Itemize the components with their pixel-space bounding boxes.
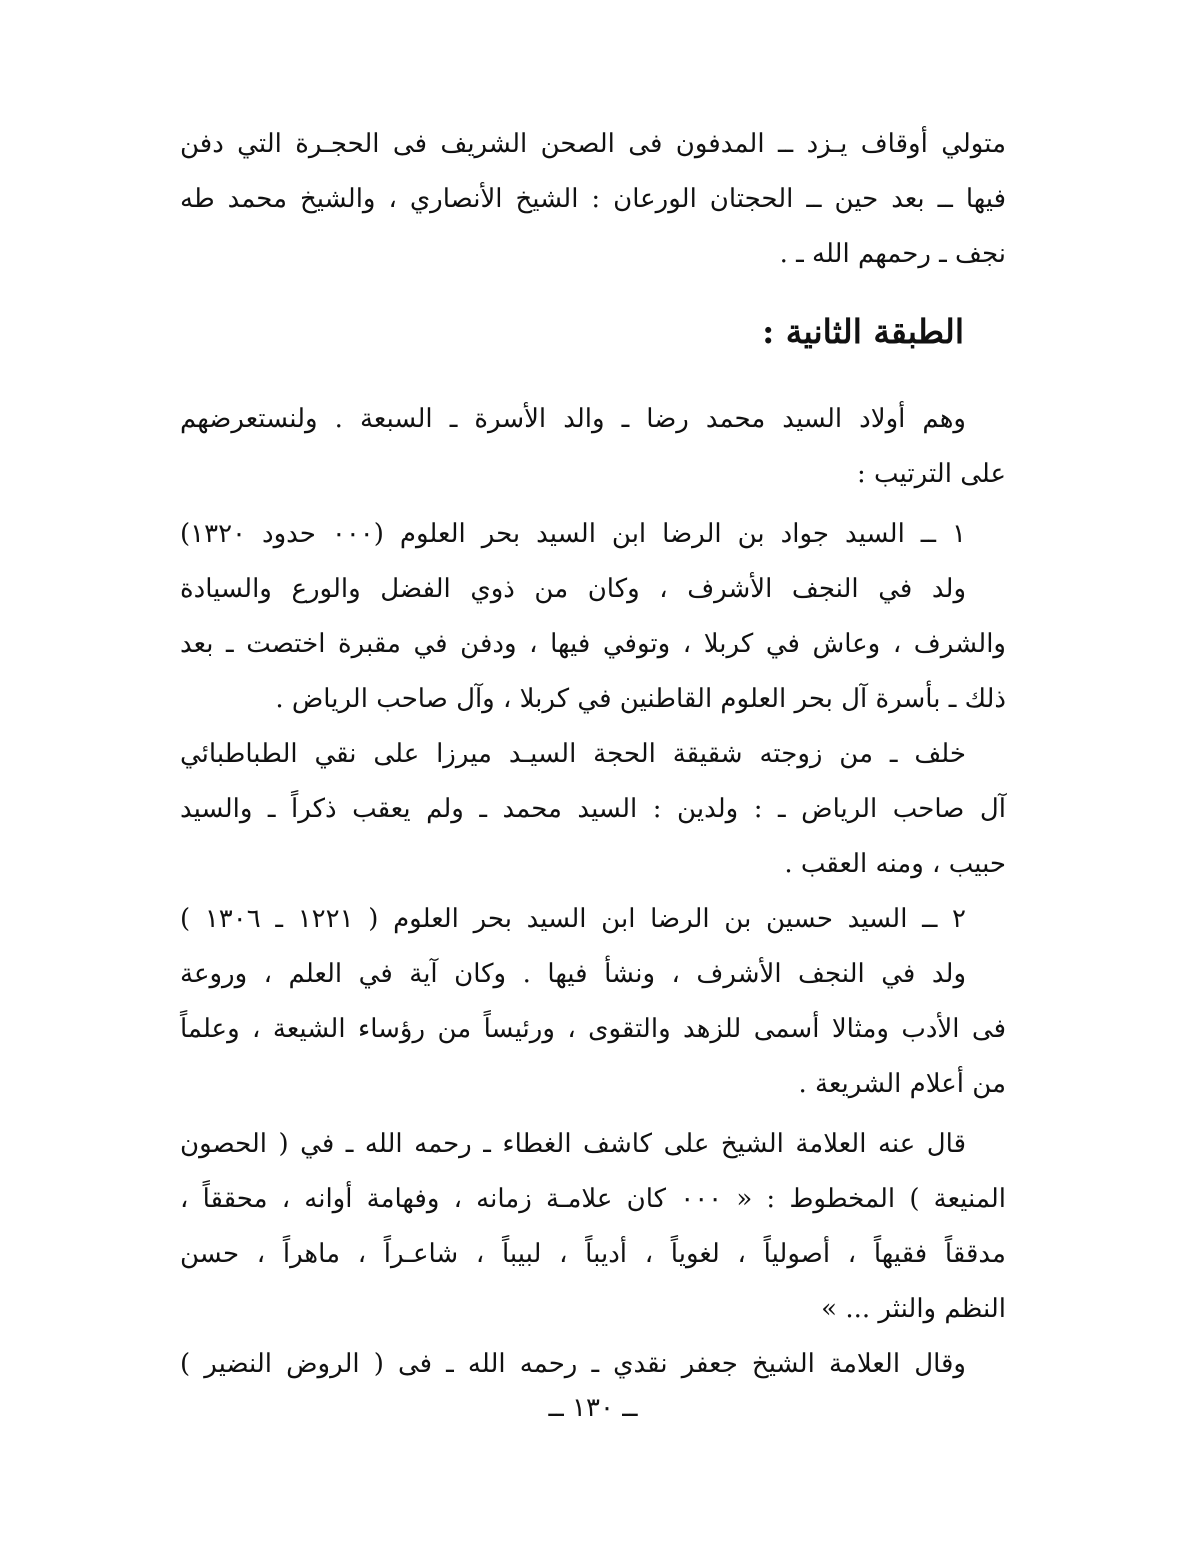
text-line: النظم والنثر ... » (821, 1294, 1006, 1324)
text-line: ولد في النجف الأشرف ، ونشأ فيها . وكان آية في العلم ، وروعة (180, 959, 966, 989)
text-line: نجف ـ رحمهم الله ـ . (779, 239, 1006, 269)
text-line: فى الأدب ومثالا أسمى للزهد والتقوى ، ورئيساً من رؤساء الشيعة ، وعلماً (180, 1014, 1006, 1044)
section-heading: الطبقة الثانية : (762, 312, 964, 351)
text-line: من أعلام الشريعة . (798, 1069, 1006, 1099)
text-line: خلف ـ من زوجته شقيقة الحجة السيـد ميرزا على نقي الطباطبائي (180, 739, 966, 769)
text-line: وقال العلامة الشيخ جعفر نقدي ـ رحمه الله ـ فى ( الروض النضير ) (180, 1349, 966, 1379)
text-line: على الترتيب : (856, 459, 1006, 489)
entry-title-husayn: ٢ ــ السيد حسين بن الرضا ابن السيد بحر العلوم ( ١٢٢١ ـ ١٣٠٦ ) (180, 904, 966, 934)
text-line: ذلك ـ بأسرة آل بحر العلوم القاطنين في كربلا ، وآل صاحب الرياض . (275, 684, 1006, 714)
text-line: وهم أولاد السيد محمد رضا ـ والد الأسرة ـ السبعة . ولنستعرضهم (180, 404, 966, 434)
text-line: مدققاً فقيهاً ، أصولياً ، لغوياً ، أديباً ، لبيباً ، شاعـراً ، ماهراً ، حسن (180, 1239, 1006, 1269)
text-line: فيها ــ بعد حين ــ الحجتان الورعان : الشيخ الأنصاري ، والشيخ محمد طه (180, 184, 1006, 214)
entry-title-jawad: ١ ــ السيد جواد بن الرضا ابن السيد بحر العلوم (٠٠٠ حدود ١٣٢٠) (180, 519, 966, 549)
text-line: قال عنه العلامة الشيخ على كاشف الغطاء ـ رحمه الله ـ في ( الحصون (180, 1129, 966, 1159)
page-number: ــ ١٣٠ ــ (548, 1393, 638, 1423)
text-line: والشرف ، وعاش في كربلا ، وتوفي فيها ، ودفن في مقبرة اختصت ـ بعد (180, 629, 1006, 659)
text-line: المنيعة ) المخطوط : « ٠٠٠ كان علامـة زمانه ، وفهامة أوانه ، محققاً ، (180, 1184, 1007, 1214)
text-line: حبيب ، ومنه العقب . (784, 849, 1006, 879)
text-line: متولي أوقاف يـزد ــ المدفون فى الصحن الشريف فى الحجـرة التي دفن (180, 129, 1006, 159)
text-line: ولد في النجف الأشرف ، وكان من ذوي الفضل والورع والسيادة (180, 574, 966, 604)
text-line: آل صاحب الرياض ـ : ولدين : السيد محمد ـ ولم يعقب ذكراً ـ والسيد (180, 794, 1006, 824)
